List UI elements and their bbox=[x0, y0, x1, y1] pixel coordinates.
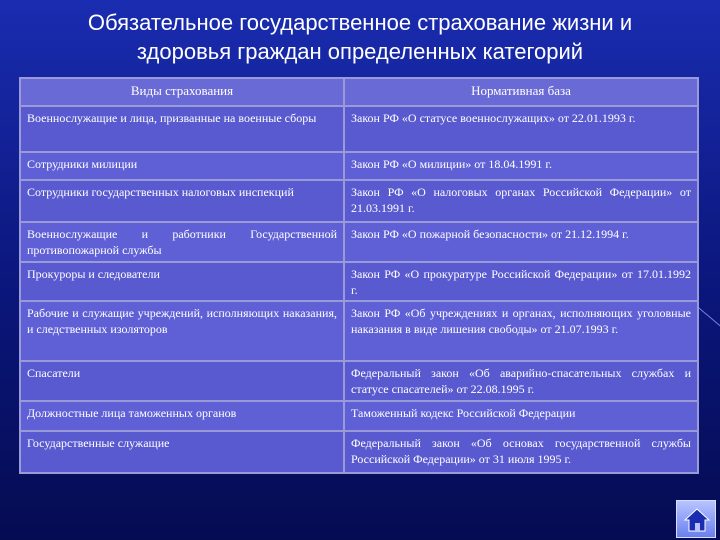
header-insurance-types: Виды страхования bbox=[20, 78, 344, 106]
cell-legal-basis: Закон РФ «О налоговых органах Российской Федерации» от 21.03.1991 г. bbox=[344, 180, 698, 222]
slide-title bbox=[30, 8, 690, 66]
cell-legal-basis: Закон РФ «О милиции» от 18.04.1991 г. bbox=[344, 152, 698, 180]
table-row bbox=[20, 301, 698, 361]
cell-legal-basis: Закон РФ «О статусе военнослужащих» от 22.01.1993 г. bbox=[344, 106, 698, 152]
cell-insurance-type: Военнослужащие и работники Государственной противопожарной службы bbox=[20, 222, 344, 262]
table-row bbox=[20, 431, 698, 473]
title-line-2: здоровья граждан определенных категорий bbox=[136, 39, 584, 64]
table-header-row bbox=[20, 78, 698, 106]
table-row bbox=[20, 361, 698, 401]
cell-legal-basis: Закон РФ «О пожарной безопасности» от 21.12.1994 г. bbox=[344, 222, 698, 262]
table-row bbox=[20, 222, 698, 262]
cell-insurance-type: Должностные лица таможенных органов bbox=[20, 401, 344, 431]
home-icon bbox=[683, 507, 711, 533]
cell-insurance-type: Государственные служащие bbox=[20, 431, 344, 473]
cell-insurance-type: Рабочие и служащие учреждений, исполняющих наказания, и следственных изоляторов bbox=[20, 301, 344, 361]
cell-legal-basis: Федеральный закон «Об аварийно-спасательных службах и статусе спасателей» от 22.08.1995 г. bbox=[344, 361, 698, 401]
table-row bbox=[20, 180, 698, 222]
cell-legal-basis: Федеральный закон «Об основах государственной службы Российской Федерации» от 31 июля 1995 г. bbox=[344, 431, 698, 473]
title-line-1: Обязательное государственное страхование жизни и bbox=[87, 10, 633, 35]
header-legal-basis: Нормативная база bbox=[344, 78, 698, 106]
cell-insurance-type: Военнослужащие и лица, призванные на военные сборы bbox=[20, 106, 344, 152]
cell-insurance-type: Сотрудники милиции bbox=[20, 152, 344, 180]
table-row bbox=[20, 106, 698, 152]
insurance-table bbox=[19, 77, 699, 474]
cell-insurance-type: Прокуроры и следователи bbox=[20, 262, 344, 301]
table-row bbox=[20, 401, 698, 431]
cell-insurance-type: Спасатели bbox=[20, 361, 344, 401]
cell-legal-basis: Таможенный кодекс Российской Федерации bbox=[344, 401, 698, 431]
cell-legal-basis: Закон РФ «О прокуратуре Российской Федерации» от 17.01.1992 г. bbox=[344, 262, 698, 301]
cell-insurance-type: Сотрудники государственных налоговых инспекций bbox=[20, 180, 344, 222]
cell-legal-basis: Закон РФ «Об учреждениях и органах, исполняющих уголовные наказания в виде лишения свободы» от 21.07.1993 г. bbox=[344, 301, 698, 361]
home-button[interactable] bbox=[676, 500, 716, 538]
table-row bbox=[20, 262, 698, 301]
table-row bbox=[20, 152, 698, 180]
